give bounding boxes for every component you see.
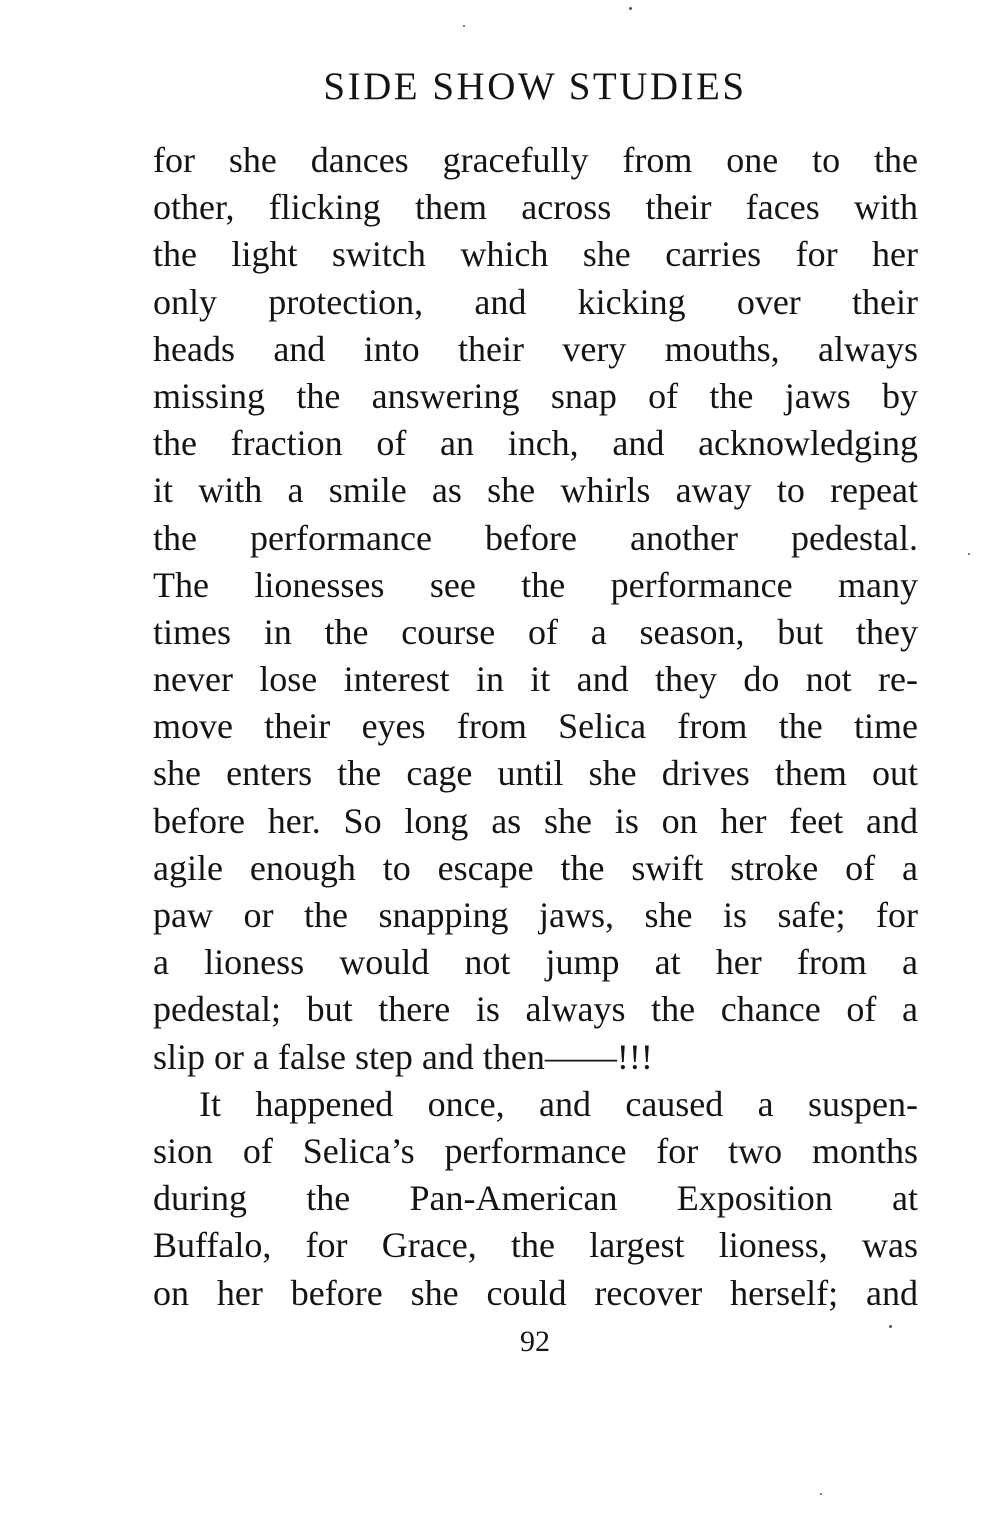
text-line: agile enough to escape the swift stroke of a xyxy=(153,847,918,888)
text-line: It happened once, and caused a suspen- xyxy=(199,1083,918,1124)
text-line: move their eyes from Selica from the time xyxy=(153,706,918,747)
text-line: The lionesses see the performance many xyxy=(153,564,918,605)
text-line: the performance before another pedestal. xyxy=(153,517,918,558)
text-line: missing the answering snap of the jaws by xyxy=(153,375,918,416)
text-line: slip or a false step and then——!!! xyxy=(153,1036,653,1077)
text-line: during the Pan-American Exposition at xyxy=(153,1178,918,1219)
text-line: sion of Selica’s performance for two months xyxy=(153,1130,918,1171)
text-line: pedestal; but there is always the chance of a xyxy=(153,989,918,1030)
body-text xyxy=(153,137,918,1317)
text-line: only protection, and kicking over their xyxy=(153,281,918,322)
page-number: 92 xyxy=(520,1325,550,1358)
text-line: paw or the snapping jaws, she is safe; for xyxy=(153,895,918,935)
print-speck xyxy=(463,25,465,27)
text-line: for she dances gracefully from one to the xyxy=(153,140,918,180)
print-speck xyxy=(820,1493,822,1495)
print-speck xyxy=(968,553,970,555)
text-line: before her. So long as she is on her feet and xyxy=(153,800,918,841)
text-line: Buffalo, for Grace, the largest lioness, was xyxy=(153,1225,918,1266)
text-line: on her before she could recover herself; and xyxy=(153,1272,918,1313)
text-line: a lioness would not jump at her from a xyxy=(153,942,918,983)
print-speck xyxy=(889,1325,892,1328)
print-speck xyxy=(629,7,632,10)
text-line: times in the course of a season, but they xyxy=(153,611,918,652)
text-line: it with a smile as she whirls away to repeat xyxy=(153,470,918,511)
text-line: the light switch which she carries for her xyxy=(153,234,918,275)
text-line: other, flicking them across their faces with xyxy=(153,187,918,228)
paragraph-1 xyxy=(153,137,918,1081)
text-line: she enters the cage until she drives them out xyxy=(153,753,918,794)
text-line: the fraction of an inch, and acknowledging xyxy=(153,423,918,464)
running-title: SIDE SHOW STUDIES xyxy=(323,65,747,108)
paragraph-2 xyxy=(153,1081,918,1317)
text-line: never lose interest in it and they do not re- xyxy=(153,659,918,700)
text-line: heads and into their very mouths, always xyxy=(153,328,918,369)
